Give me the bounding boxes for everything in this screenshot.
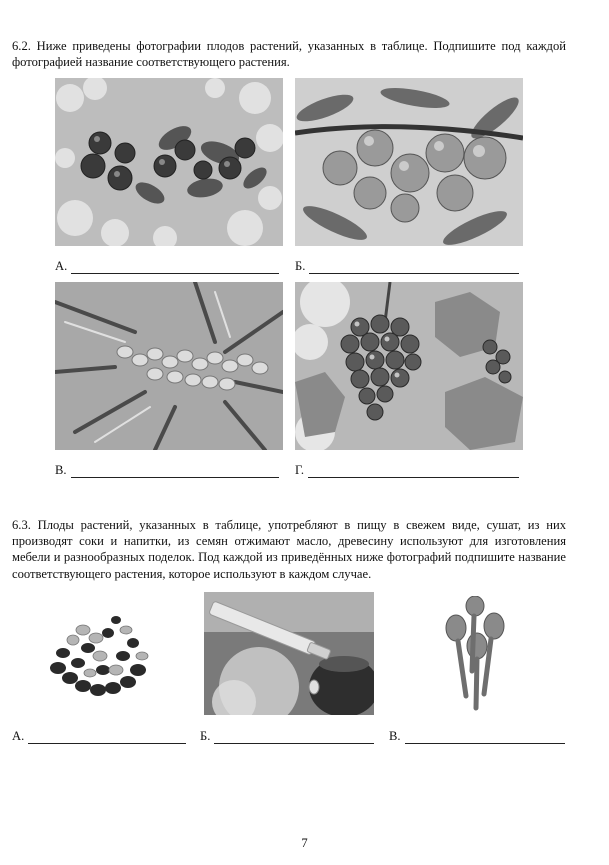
answer-line[interactable]: [214, 731, 374, 744]
answer-6-2-b[interactable]: [295, 258, 519, 274]
task-6-3-text: 6.3. Плоды растений, указанных в таблице, употребляют в пищу в свежем виде, сушат, из них производят соки и напитки, из семян отжимают масло, древесину используют для изготовления мебели и разнообразных поделок. Под каждой из приведённых ниже фотографий подпишите название соответствующего растения, которое используют в каждом случае.: [12, 518, 566, 581]
photo-raisins: [38, 608, 158, 703]
page-number: 7: [301, 836, 308, 850]
answer-label: Б.: [295, 259, 306, 273]
answer-6-2-v[interactable]: [55, 462, 279, 478]
photo-sea-buckthorn: [55, 282, 283, 450]
answer-6-3-a[interactable]: [12, 728, 186, 744]
photo-wooden-spoons: [440, 596, 510, 714]
photo-oil-dropper: [204, 592, 374, 715]
answer-line[interactable]: [308, 465, 519, 478]
answer-6-3-v[interactable]: [389, 728, 565, 744]
answer-label: А.: [55, 259, 68, 273]
photo-apricot: [295, 78, 523, 246]
task-6-2-text: 6.2. Ниже приведены фотографии плодов растений, указанных в таблице. Подпишите под каждой фотографией название соответствующего растения.: [12, 39, 566, 70]
answer-label: В.: [55, 463, 67, 477]
answer-line[interactable]: [405, 731, 565, 744]
answer-line[interactable]: [71, 465, 279, 478]
answer-label: А.: [12, 729, 25, 743]
answer-label: Б.: [200, 729, 211, 743]
answer-line[interactable]: [71, 261, 279, 274]
answer-6-2-g[interactable]: [295, 462, 519, 478]
answer-6-3-b[interactable]: [200, 728, 374, 744]
answer-label: Г.: [295, 463, 305, 477]
answer-6-2-a[interactable]: [55, 258, 279, 274]
answer-line[interactable]: [309, 261, 519, 274]
answer-line[interactable]: [28, 731, 186, 744]
photo-grape: [295, 282, 523, 450]
photo-lingonberry: [55, 78, 283, 246]
answer-label: В.: [389, 729, 401, 743]
